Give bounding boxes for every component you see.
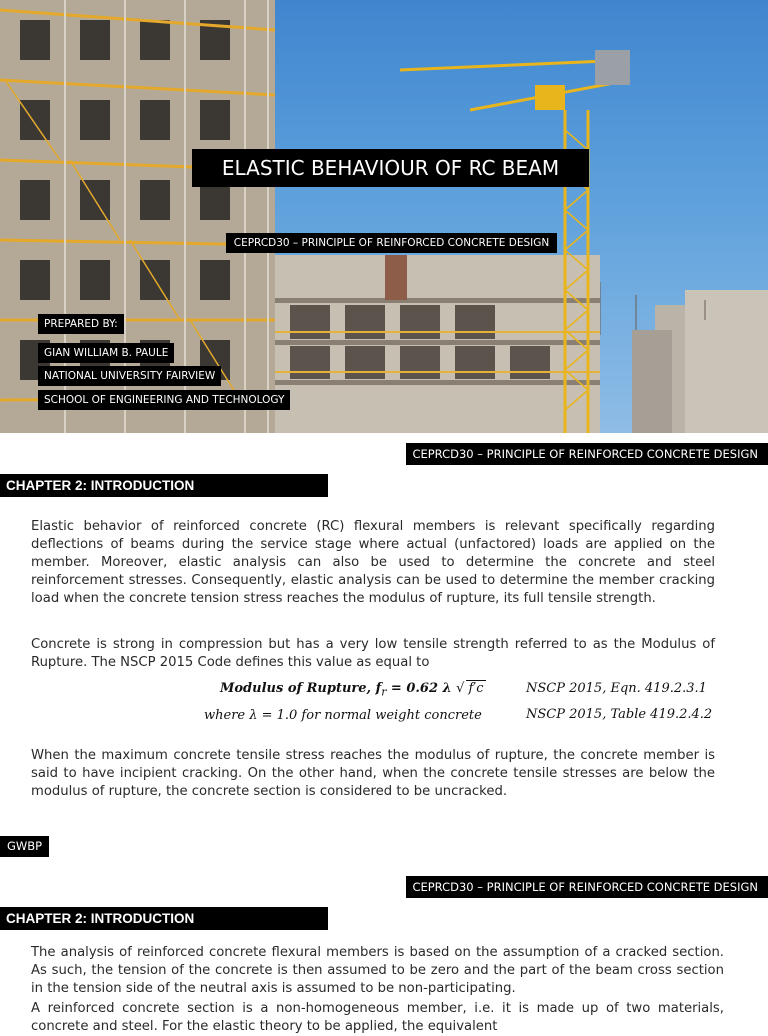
equation-reference-2: NSCP 2015, Table 419.2.4.2 [526,707,713,722]
equation-rhs: = 0.62 λ [386,681,457,696]
slide-title: ELASTIC BEHAVIOUR OF RC BEAM [192,149,589,187]
page-header-banner: CEPRCD30 – PRINCIPLE OF REINFORCED CONCRETE DESIGN [406,443,768,465]
paragraph-elastic-behavior: Elastic behavior of reinforced concrete (RC) flexural members is relevant specifically regarding deflections of beams during the service stage where actual (unfactored) loads are applied on the member. Moreover, elastic analysis can also be used to determine the concrete and steel reinforcement stresses. Consequently, elastic analysis can be used to determine the member cracking load when the concrete tension stress reaches the modulus of rupture, its full tensile strength. [31,519,715,606]
paragraph-non-homogeneous: A reinforced concrete section is a non-homogeneous member, i.e. it is made up of two materials, concrete and steel. For the elastic theory to be applied, the equivalent [31,1001,724,1034]
author-initials: GWBP [0,836,49,857]
prepared-by-label: PREPARED BY: [38,314,124,334]
department-name: SCHOOL OF ENGINEERING AND TECHNOLOGY [38,390,290,410]
paragraph-modulus-of-rupture: Concrete is strong in compression but has a very low tensile strength referred to as the Modulus of Rupture. The NSCP 2015 Code defines this value as equal to [31,637,715,670]
author-name: GIAN WILLIAM B. PAULE [38,343,174,363]
equation-modulus-of-rupture: Modulus of Rupture, $f_r = 0.62$ λ √ f′c [220,681,484,699]
chapter-heading: CHAPTER 2: INTRODUCTION [0,474,328,497]
page-header-banner-2: CEPRCD30 – PRINCIPLE OF REINFORCED CONCRETE DESIGN [406,876,768,898]
equation-subscript: r [381,685,387,699]
chapter-heading-2: CHAPTER 2: INTRODUCTION [0,907,328,930]
equation-reference-1: NSCP 2015, Eqn. 419.2.3.1 [526,681,707,696]
cover-slide [0,0,768,433]
paragraph-cracked-section: The analysis of reinforced concrete flexural members is based on the assumption of a cracked section. As such, the tension of the concrete is then assumed to be zero and the part of the beam cross section in the tension side of the neutral axis is assumed to be non-participating. [31,945,724,996]
equation-lhs: Modulus of Rupture, f [220,681,382,696]
paragraph-cracking: When the maximum concrete tensile stress reaches the modulus of rupture, the concrete member is said to have incipient cracking. On the other hand, when the concrete tensile stresses are below the modulus of rupture, the concrete section is considered to be uncracked. [31,748,715,799]
equation-radicand: f′c [468,681,484,696]
school-name: NATIONAL UNIVERSITY FAIRVIEW [38,366,221,386]
lambda-note: where λ = 1.0 for normal weight concrete [204,708,482,723]
course-subtitle: CEPRCD30 – PRINCIPLE OF REINFORCED CONCRETE DESIGN [226,233,557,253]
